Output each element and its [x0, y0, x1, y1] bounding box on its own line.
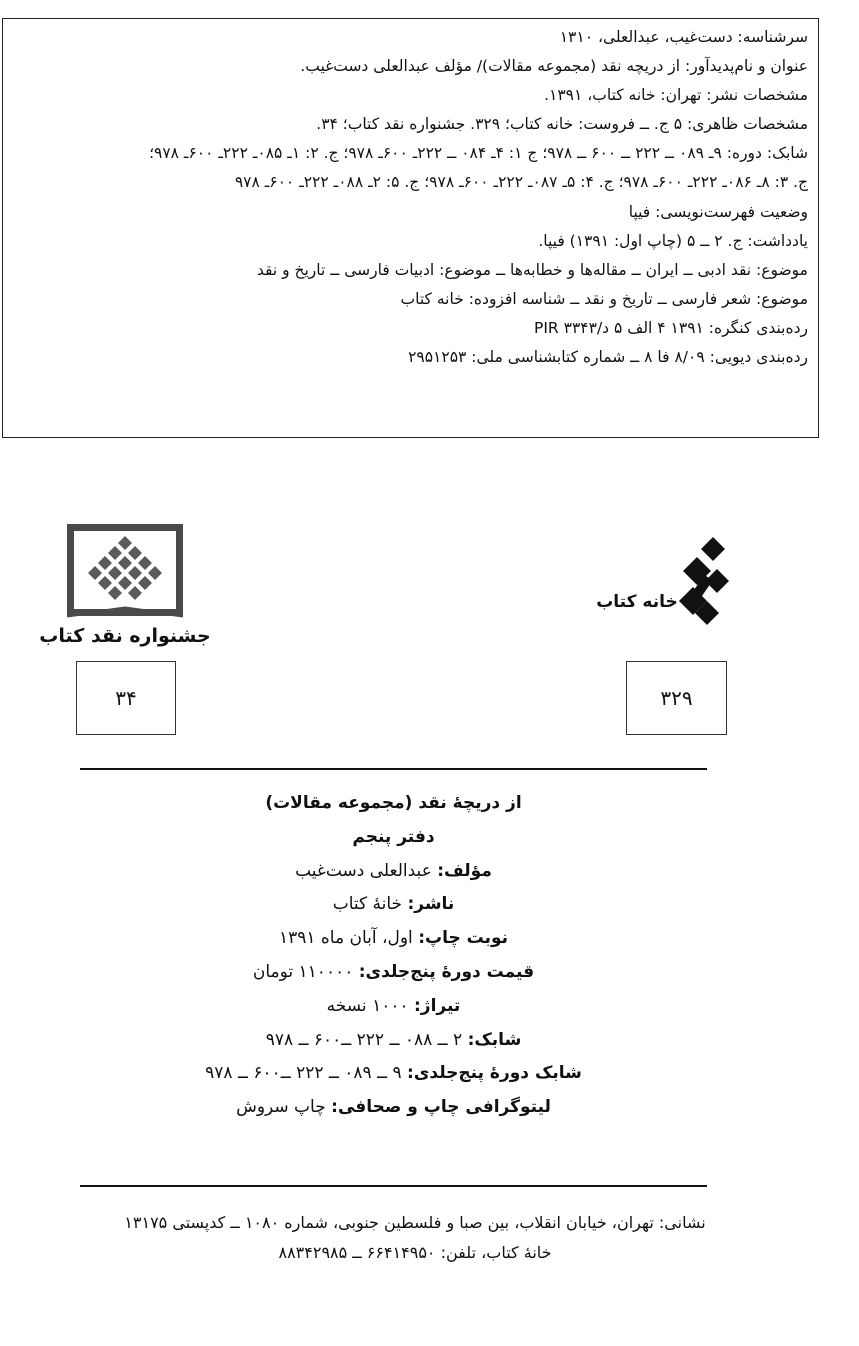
cip-record-box	[2, 18, 819, 438]
cip-note-line: یادداشت: ج. ۲ ــ ۵ (چاپ اول: ۱۳۹۱) فیپا.	[538, 231, 808, 250]
publisher-logo-mark	[679, 537, 729, 625]
author-label: مؤلف:	[437, 860, 492, 881]
set-isbn-label: شابک دورهٔ پنج‌جلدی:	[407, 1063, 582, 1084]
author-value: عبدالعلی دست‌غیب	[295, 860, 432, 881]
isbn-label: شابک:	[467, 1029, 522, 1050]
price-label: قیمت دورهٔ پنج‌جلدی:	[358, 961, 535, 982]
publisher-logo-caption: خانه کتاب	[596, 592, 678, 612]
author-row	[80, 855, 707, 889]
book-credits	[80, 787, 707, 1125]
publisher-value: خانهٔ کتاب	[332, 894, 403, 915]
cip-congress-line: رده‌بندی کنگره: ۱۳۹۱ ۴ الف ۵ د/۳۳۴۳ PIR	[534, 318, 808, 337]
publisher-address	[20, 1208, 810, 1268]
address-line-1: نشانی: تهران، خیابان انقلاب، بین صبا و فلسطین جنوبی، شماره ۱۰۸۰ ــ کدپستی ۱۳۱۷۵	[124, 1213, 706, 1232]
festival-series-number: ۳۴	[76, 661, 176, 735]
publisher-row	[80, 888, 707, 922]
cip-subject-line-1: موضوع: نقد ادبی ــ ایران ــ مقاله‌ها و خطابه‌ها ــ موضوع: ادبیات فارسی ــ تاریخ و نقد	[256, 260, 808, 279]
print-run-row	[80, 990, 707, 1024]
address-line-2: خانهٔ کتاب، تلفن: ۶۶۴۱۴۹۵۰ ــ ۸۸۳۴۲۹۸۵	[278, 1243, 552, 1262]
printing-value: چاپ سروش	[236, 1097, 326, 1118]
book-title: از دریچهٔ نقد (مجموعه مقالات)	[265, 793, 522, 813]
cip-physical-line: مشخصات ظاهری: ۵ ج. ــ فروست: خانه کتاب؛ ۳۲۹. جشنواره نقد کتاب؛ ۳۴.	[316, 115, 808, 134]
cip-publication-line: مشخصات نشر: تهران: خانه کتاب، ۱۳۹۱.	[544, 86, 808, 105]
edition-label: نوبت چاپ:	[418, 928, 509, 949]
edition-row	[80, 922, 707, 956]
price-row	[80, 956, 707, 990]
volume-label: دفتر پنجم	[352, 826, 435, 847]
edition-value: اول، آبان ماه ۱۳۹۱	[278, 928, 413, 949]
divider-bottom	[80, 1185, 707, 1187]
festival-logo	[39, 520, 211, 650]
isbn-row	[80, 1024, 707, 1058]
divider-top	[80, 768, 707, 770]
print-run-label: تیراژ:	[414, 995, 461, 1016]
publisher-logo	[595, 535, 735, 630]
printing-label: لیتوگرافی چاپ و صحافی:	[331, 1097, 551, 1118]
set-isbn-row	[80, 1057, 707, 1091]
cip-isbn-line-2: ج. ۳: ۸ـ ۰۸۶ـ ۲۲۲ـ ۶۰۰ـ ۹۷۸؛ ج. ۴: ۵ـ ۰۸۷ـ ۲۲۲ـ ۶۰۰ـ ۹۷۸؛ ج. ۵: ۲ـ ۰۸۸ـ ۲۲۲ـ ۶۰۰ـ ۹۷۸	[234, 173, 808, 192]
price-value: ۱۱۰۰۰۰ تومان	[252, 961, 354, 982]
festival-logo-caption: جشنواره نقد کتاب	[39, 625, 211, 647]
set-isbn-value: ۹ ــ ۰۸۹ ــ ۲۲۲ ــ۶۰۰ ــ ۹۷۸	[205, 1063, 402, 1084]
printing-row	[80, 1091, 707, 1125]
publisher-label: ناشر:	[407, 894, 455, 915]
cip-dewey-line: رده‌بندی دیویی: ۸/۰۹ فا ۸ ــ شماره کتابشناسی ملی: ۲۹۵۱۲۵۳	[408, 348, 808, 367]
cip-heading-line: سرشناسه: دست‌غیب، عبدالعلی، ۱۳۱۰	[559, 28, 808, 46]
publisher-logo-icon	[595, 535, 735, 630]
festival-logo-icon	[39, 520, 211, 650]
cip-subject-line-2: موضوع: شعر فارسی ــ تاریخ و نقد ــ شناسه افزوده: خانه کتاب	[400, 289, 808, 308]
cip-status-line: وضعیت فهرست‌نویسی: فیپا	[628, 202, 808, 221]
cip-title-line: عنوان و نام‌پدیدآور: از دریچه نقد (مجموعه مقالات)/ مؤلف عبدالعلی دست‌غیب.	[300, 57, 808, 76]
isbn-value: ۲ ــ ۰۸۸ ــ ۲۲۲ ــ۶۰۰ ــ ۹۷۸	[265, 1029, 463, 1050]
publisher-series-number: ۳۲۹	[626, 661, 727, 735]
print-run-value: ۱۰۰۰ نسخه	[326, 995, 409, 1016]
cip-isbn-line-1: شابک: دوره: ۹ـ ۰۸۹ ــ ۲۲۲ ــ ۶۰۰ ــ ۹۷۸؛ ج ۱: ۴ـ ۰۸۴ ــ ۲۲۲ـ ۶۰۰ـ ۹۷۸؛ ج. ۲: ۱ـ ۰۸۵ـ ۲۲۲ـ ۶۰۰ـ ۹۷۸؛	[149, 144, 808, 163]
